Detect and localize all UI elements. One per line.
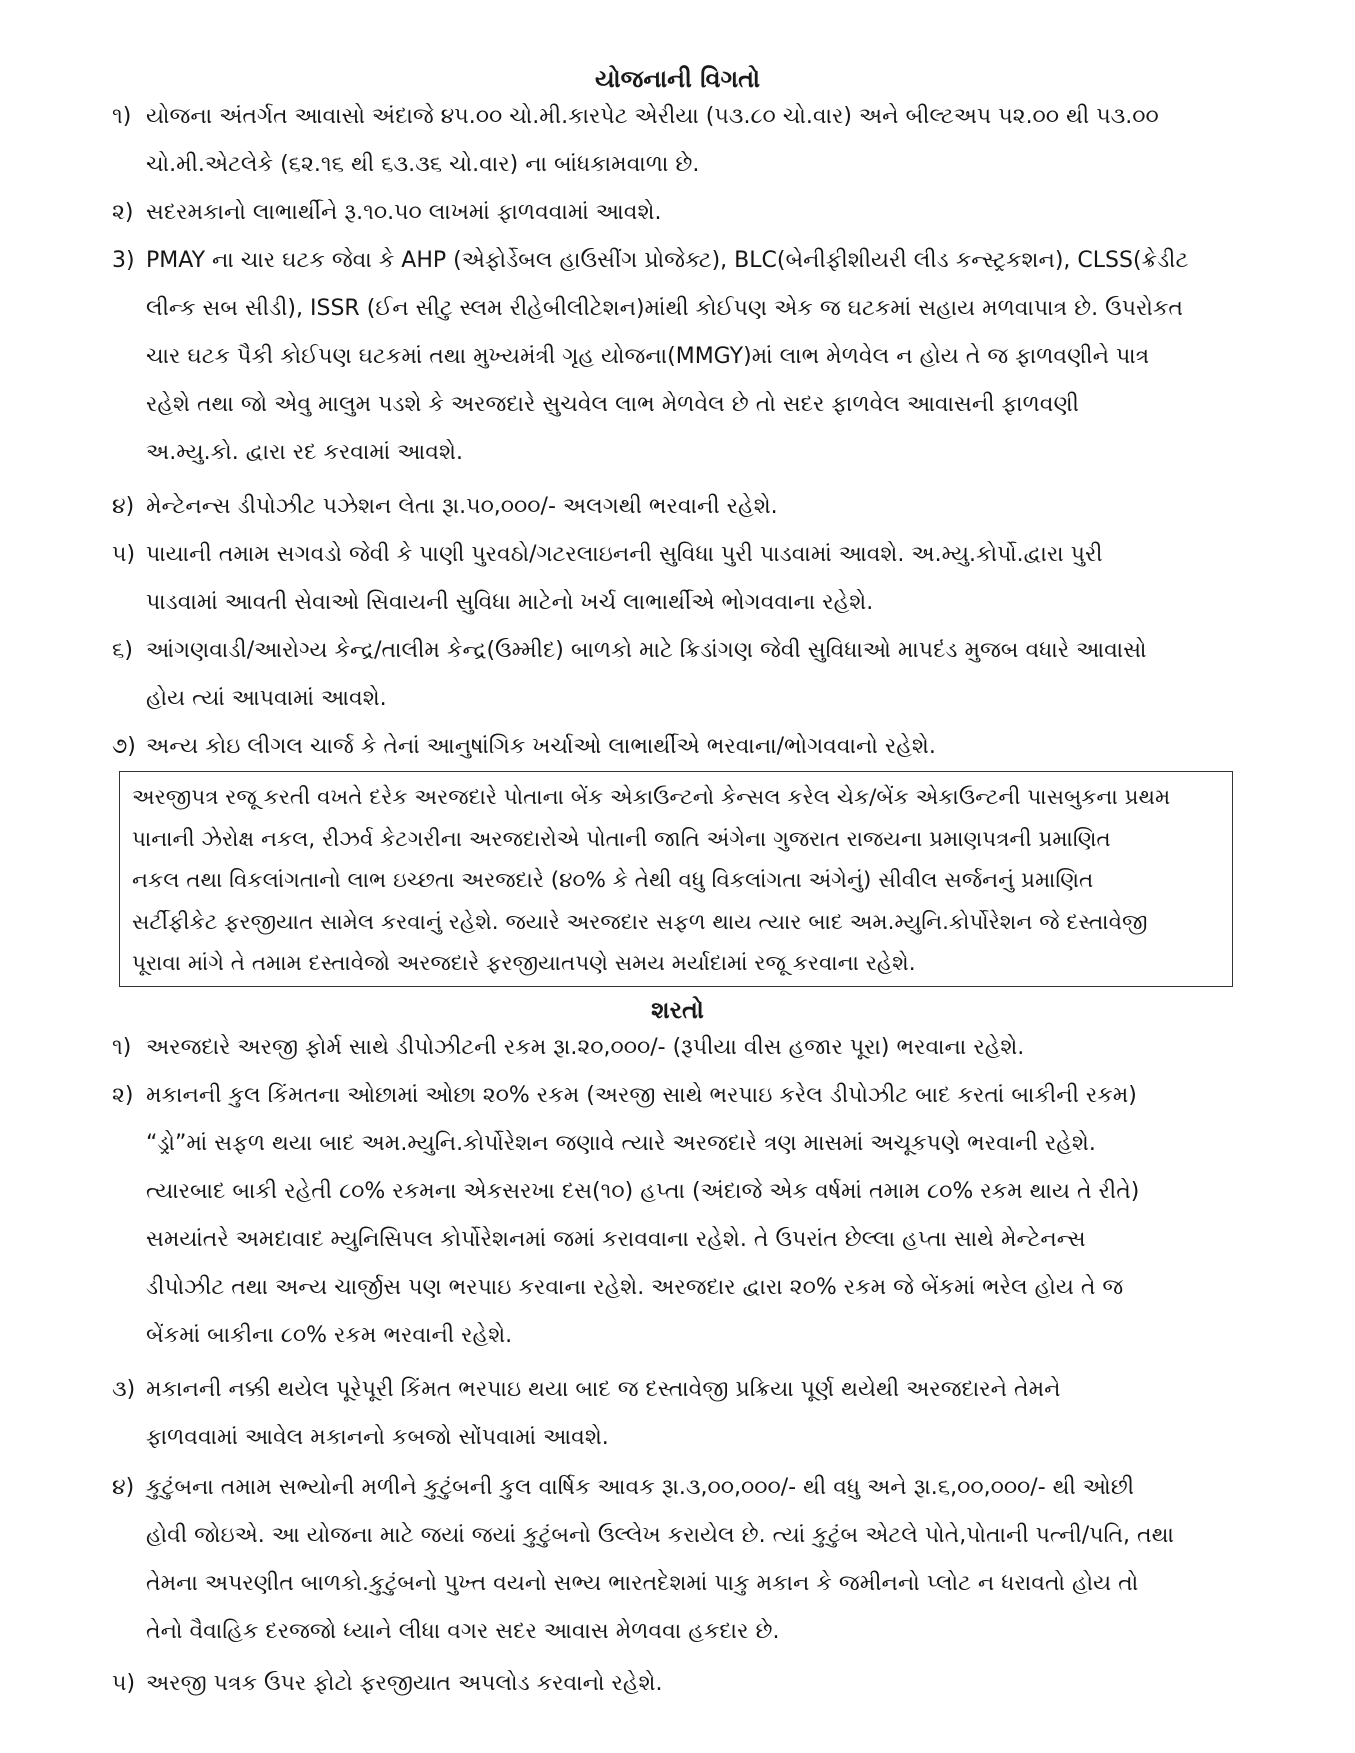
terms-item-3-number: ૩) xyxy=(112,1377,136,1402)
scheme-item-7 xyxy=(112,723,1230,771)
terms-item-4 xyxy=(112,1464,1230,1656)
scheme-item-3-number: 3) xyxy=(112,248,135,273)
terms-item-4-line-3: તેમના અપરણીત બાળકો.કુટુંબનો પુખ્ત વયનો સભ્ય ભારતદેશમાં પાકુ મકાન કે જમીનનો પ્લોટ ન ધરાવતો હોય તો xyxy=(146,1571,1139,1596)
terms-item-2-line-5: ડીપોઝીટ તથા અન્ય ચાર્જીસ પણ ભરપાઇ કરવાના રહેશે. અરજદાર દ્વારા ૨૦% રકમ જે બેંકમાં ભરેલ હોય તે જ xyxy=(146,1275,1124,1300)
scheme-item-7-line-1: ૭) અન્ય કોઇ લીગલ ચાર્જ કે તેનાં આનુષાંગિક ખર્ચાઓ લાભાર્થીએ ભરવાના/ભોગવવાનો રહેશે. xyxy=(112,723,1230,771)
notice-line-1: અરજીપત્ર રજૂ કરતી વખતે દરેક અરજદારે પોતાના બેંક એકાઉન્ટનો કેન્સલ કરેલ ચેક/બેંક એકાઉન્ટની પાસબુકના પ્રથમ xyxy=(132,785,1171,810)
scheme-item-4-number: ૪) xyxy=(112,494,135,519)
scheme-item-1-line-1: ૧) યોજના અંતર્ગત આવાસો અંદાજે ૪૫.૦૦ ચો.મી.કારપેટ એરીયા (૫૩.૮૦ ચો.વાર) અને બીલ્ટઅપ ૫૨.૦૦ થી ૫૩.૦૦ xyxy=(112,93,1230,141)
terms-item-1 xyxy=(112,1024,1230,1072)
notice-line-5: પૂરાવા માંગે તે તમામ દસ્તાવેજો અરજદારે ફરજીયાતપણે સમય મર્યાદામાં રજૂ કરવાના રહેશે. xyxy=(132,951,916,976)
terms-item-3 xyxy=(112,1366,1230,1462)
scheme-item-3 xyxy=(112,237,1230,477)
terms-item-2-line-1: ૨) મકાનની કુલ કિંમતના ઓછામાં ઓછા ૨૦% રકમ (અરજી સાથે ભરપાઇ કરેલ ડીપોઝીટ બાદ કરતાં બાકીની રકમ) xyxy=(112,1072,1230,1120)
scheme-item-6 xyxy=(112,627,1230,723)
scheme-item-4 xyxy=(112,483,1230,531)
scheme-item-5-line-2: પાડવામાં આવતી સેવાઓ સિવાયની સુવિધા માટેનો ખર્ચ લાભાર્થીએ ભોગવવાના રહેશે. xyxy=(146,590,874,615)
terms-item-4-number: ૪) xyxy=(112,1475,135,1500)
terms-item-3-line-1: ૩) મકાનની નક્કી થયેલ પૂરેપૂરી કિંમત ભરપાઇ થયા બાદ જ દસ્તાવેજી પ્રક્રિયા પૂર્ણ થયેથી અરજદારને તેમને xyxy=(112,1366,1230,1414)
scheme-item-6-line-1: ૬) આંગણવાડી/આરોગ્ય કેન્દ્ર/તાલીમ કેન્દ્ર(ઉમ્મીદ) બાળકો માટે ક્રિડાંગણ જેવી સુવિધાઓ માપદંડ મુજબ વધારે આવાસો xyxy=(112,627,1230,675)
terms-item-1-line-1: ૧) અરજદારે અરજી ફોર્મ સાથે ડીપોઝીટની રકમ રૂા.૨૦,૦૦૦/- (રૂપીયા વીસ હજાર પૂરા) ભરવાના રહેશે. xyxy=(112,1024,1230,1072)
terms-item-2-number: ૨) xyxy=(112,1083,134,1108)
terms-heading: શરતો xyxy=(651,996,704,1024)
scheme-details-heading: યોજનાની વિગતો xyxy=(594,65,761,93)
scheme-item-5-line-1: ૫) પાયાની તમામ સગવડો જેવી કે પાણી પુરવઠો/ગટરલાઇનની સુવિધા પુરી પાડવામાં આવશે. અ.મ્યુ.કોર્પો.દ્વારા પુરી xyxy=(112,531,1230,579)
notice-line-3: નકલ તથા વિકલાંગતાનો લાભ ઇચ્છતા અરજદારે (૪૦% કે તેથી વધુ વિકલાંગતા અંગેનું) સીવીલ સર્જનનું પ્રમાણિત xyxy=(132,868,1094,893)
scheme-item-5-number: ૫) xyxy=(112,542,136,567)
terms-item-2-line-2: “ડ્રો”માં સફળ થયા બાદ અમ.મ્યુનિ.કોર્પોરેશન જણાવે ત્યારે અરજદારે ત્રણ માસમાં અચૂકપણે ભરવાની રહેશે. xyxy=(146,1131,1096,1156)
terms-item-5-line-1: ૫) અરજી પત્રક ઉપર ફોટો ફરજીયાત અપલોડ કરવાનો રહેશે. xyxy=(112,1660,1230,1708)
scheme-item-3-line-1: 3) PMAY ના ચાર ઘટક જેવા કે AHP (એફોર્ડેબલ હાઉસીંગ પ્રોજેક્ટ), BLC(બેનીફીશીયરી લીડ કન્સ્ટ્રકશન), CLSS(ક્રેડીટ xyxy=(112,237,1230,285)
scheme-item-5 xyxy=(112,531,1230,627)
terms-item-4-line-4: તેનો વૈવાહિક દરજજો ધ્યાને લીધા વગર સદર આવાસ મેળવવા હકદાર છે. xyxy=(146,1619,780,1644)
scheme-item-4-line-1: ૪) મેન્ટેનન્સ ડીપોઝીટ પઝેશન લેતા રૂા.૫૦,૦૦૦/- અલગથી ભરવાની રહેશે. xyxy=(112,483,1230,531)
terms-item-4-line-2: હોવી જોઇએ. આ યોજના માટે જયાં જયાં કુટુંબનો ઉલ્લેખ કરાયેલ છે. ત્યાં કુટુંબ એટલે પોતે,પોતાની પત્ની/પતિ, તથા xyxy=(146,1523,1174,1548)
scheme-item-1 xyxy=(112,93,1230,189)
scheme-item-3-line-5: અ.મ્યુ.કો. દ્વારા રદ કરવામાં આવશે. xyxy=(146,440,463,465)
scheme-item-1-line-2: ચો.મી.એટલેકે (૬૨.૧૬ થી ૬૩.૩૬ ચો.વાર) ના બાંધકામવાળા છે. xyxy=(146,152,700,177)
documents-notice-box xyxy=(119,771,1233,987)
terms-item-2-line-3: ત્યારબાદ બાકી રહેતી ૮૦% રકમના એકસરખા દસ(૧૦) હપ્તા (અંદાજે એક વર્ષમાં તમામ ૮૦% રકમ થાય તે રીતે) xyxy=(146,1179,1140,1204)
scheme-item-3-line-4: રહેશે તથા જો એવુ માલુમ પડશે કે અરજદારે સુચવેલ લાભ મેળવેલ છે તો સદર ફાળવેલ આવાસની ફાળવણી xyxy=(146,392,1079,417)
scheme-item-2 xyxy=(112,189,1230,237)
scheme-item-6-number: ૬) xyxy=(112,638,133,663)
terms-item-2 xyxy=(112,1072,1230,1360)
notice-line-2: પાનાની ઝેરોક્ષ નકલ, રીઝર્વ કેટગરીના અરજદારોએ પોતાની જાતિ અંગેના ગુજરાત રાજયના પ્રમાણપત્રની પ્રમાણિત xyxy=(132,826,1111,852)
scheme-item-2-line-1: ૨) સદરમકાનો લાભાર્થીને રૂ.૧૦.૫૦ લાખમાં ફાળવવામાં આવશે. xyxy=(112,189,1230,237)
terms-item-2-line-6: બેંકમાં બાકીના ૮૦% રકમ ભરવાની રહેશે. xyxy=(146,1323,513,1348)
terms-item-4-line-1: ૪) કુટુંબના તમામ સભ્યોની મળીને કુટુંબની કુલ વાર્ષિક આવક રૂા.૩,૦૦,૦૦૦/- થી વધુ અને રૂા.૬,૦૦,૦૦૦/- થી ઓછી xyxy=(112,1464,1230,1512)
terms-item-3-line-2: ફાળવવામાં આવેલ મકાનનો કબજો સોંપવામાં આવશે. xyxy=(146,1425,609,1450)
scheme-item-1-number: ૧) xyxy=(112,104,132,129)
scheme-item-2-number: ૨) xyxy=(112,200,134,225)
terms-item-2-line-4: સમયાંતરે અમદાવાદ મ્યુનિસિપલ કોર્પોરેશનમાં જમાં કરાવવાના રહેશે. તે ઉપરાંત છેલ્લા હપ્તા સાથે મેન્ટેનન્સ xyxy=(146,1227,1086,1252)
scheme-item-3-line-2: લીન્ક સબ સીડી), ISSR (ઈન સીટુ સ્લમ રીહેબીલીટેશન)માંથી કોઈપણ એક જ ઘટકમાં સહાય મળવાપાત્ર છે. ઉપરોકત xyxy=(146,296,1183,321)
notice-line-4: સર્ટીફીકેટ ફરજીયાત સામેલ કરવાનું રહેશે. જયારે અરજદાર સફળ થાય ત્યાર બાદ અમ.મ્યુનિ.કોર્પોરેશન જે દસ્તાવેજી xyxy=(132,909,1148,935)
scheme-item-7-number: ૭) xyxy=(112,734,136,759)
scheme-item-6-line-2: હોય ત્યાં આપવામાં આવશે. xyxy=(146,686,387,711)
terms-item-1-number: ૧) xyxy=(112,1035,132,1060)
scheme-item-3-line-3: ચાર ઘટક પૈકી કોઈપણ ઘટકમાં તથા મુખ્યમંત્રી ગૃહ યોજના(MMGY)માં લાભ મેળવેલ ન હોય તે જ ફાળવણીને પાત્ર xyxy=(146,344,1150,369)
terms-item-5 xyxy=(112,1660,1230,1708)
terms-item-5-number: ૫) xyxy=(112,1671,136,1696)
